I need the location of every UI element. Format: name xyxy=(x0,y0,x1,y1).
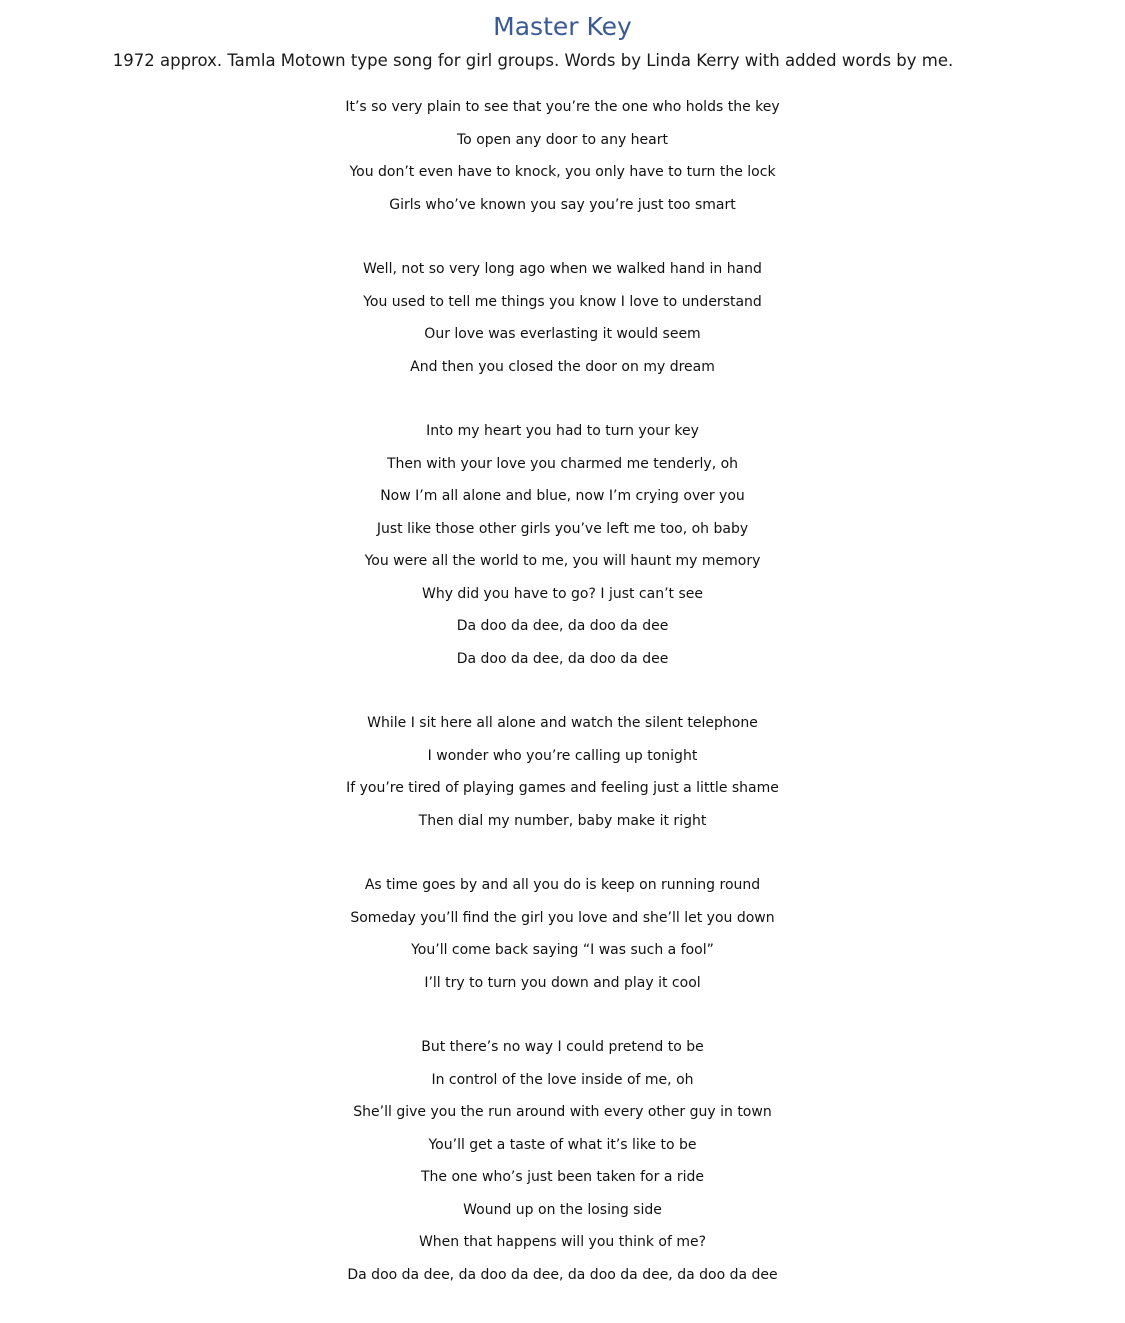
stanza-3 xyxy=(0,415,1125,675)
lyric-line: Well, not so very long ago when we walked hand in hand xyxy=(363,261,762,277)
lyric-line: In control of the love inside of me, oh xyxy=(431,1071,694,1088)
lyric-line: Da doo da dee, da doo da dee xyxy=(456,650,669,667)
lyric-line: Our love was everlasting it would seem xyxy=(424,326,701,342)
stanza-6 xyxy=(0,1031,1125,1291)
lyric-line: She’ll give you the run around with every other guy in town xyxy=(353,1104,772,1120)
lyric-line: Now I’m all alone and blue, now I’m crying over you xyxy=(380,488,745,504)
stanza-4 xyxy=(0,707,1125,837)
stanza-1 xyxy=(0,91,1125,221)
lyric-line: Into my heart you had to turn your key xyxy=(426,423,699,439)
lyric-line: Someday you’ll find the girl you love and she’ll let you down xyxy=(350,909,775,926)
lyric-line: Da doo da dee, da doo da dee, da doo da dee, da doo da dee xyxy=(347,1266,778,1283)
lyrics-body xyxy=(0,91,1125,1323)
lyric-line: I’ll try to turn you down and play it cool xyxy=(424,974,701,991)
lyric-line: And then you closed the door on my dream xyxy=(410,358,715,375)
lyric-line: You’ll get a taste of what it’s like to be xyxy=(428,1136,697,1153)
lyric-line: You used to tell me things you know I love to understand xyxy=(363,293,762,310)
stanza-2 xyxy=(0,253,1125,383)
lyric-line: I wonder who you’re calling up tonight xyxy=(427,747,698,764)
lyric-line: Wound up on the losing side xyxy=(463,1201,662,1218)
lyric-line: It’s so very plain to see that you’re the one who holds the key xyxy=(345,99,780,115)
lyric-line: You’ll come back saying “I was such a fool” xyxy=(411,942,714,958)
lyric-line: While I sit here all alone and watch the silent telephone xyxy=(367,715,758,731)
song-title: Master Key xyxy=(493,12,632,41)
lyric-line: You were all the world to me, you will haunt my memory xyxy=(364,553,761,569)
lyric-line: The one who’s just been taken for a ride xyxy=(421,1169,704,1185)
lyric-line: Girls who’ve known you say you’re just too smart xyxy=(389,196,736,213)
lyric-line: You don’t even have to knock, you only have to turn the lock xyxy=(349,164,776,180)
lyric-line: When that happens will you think of me? xyxy=(418,1234,707,1250)
lyric-line: But there’s no way I could pretend to be xyxy=(421,1039,704,1055)
song-subtitle: 1972 approx. Tamla Motown type song for girl groups. Words by Linda Kerry with added words by me. xyxy=(112,51,954,70)
lyric-line: To open any door to any heart xyxy=(457,131,668,148)
lyric-line: Why did you have to go? I just can’t see xyxy=(421,585,703,602)
lyric-line: Then with your love you charmed me tenderly, oh xyxy=(386,455,739,472)
lyric-line: If you’re tired of playing games and feeling just a little shame xyxy=(346,780,779,796)
lyric-line: As time goes by and all you do is keep on running round xyxy=(364,877,761,893)
lyric-line: Da doo da dee, da doo da dee xyxy=(456,618,669,634)
stanza-5 xyxy=(0,869,1125,999)
lyric-line: Then dial my number, baby make it right xyxy=(418,812,707,829)
lyric-line: Just like those other girls you’ve left me too, oh baby xyxy=(376,520,749,537)
